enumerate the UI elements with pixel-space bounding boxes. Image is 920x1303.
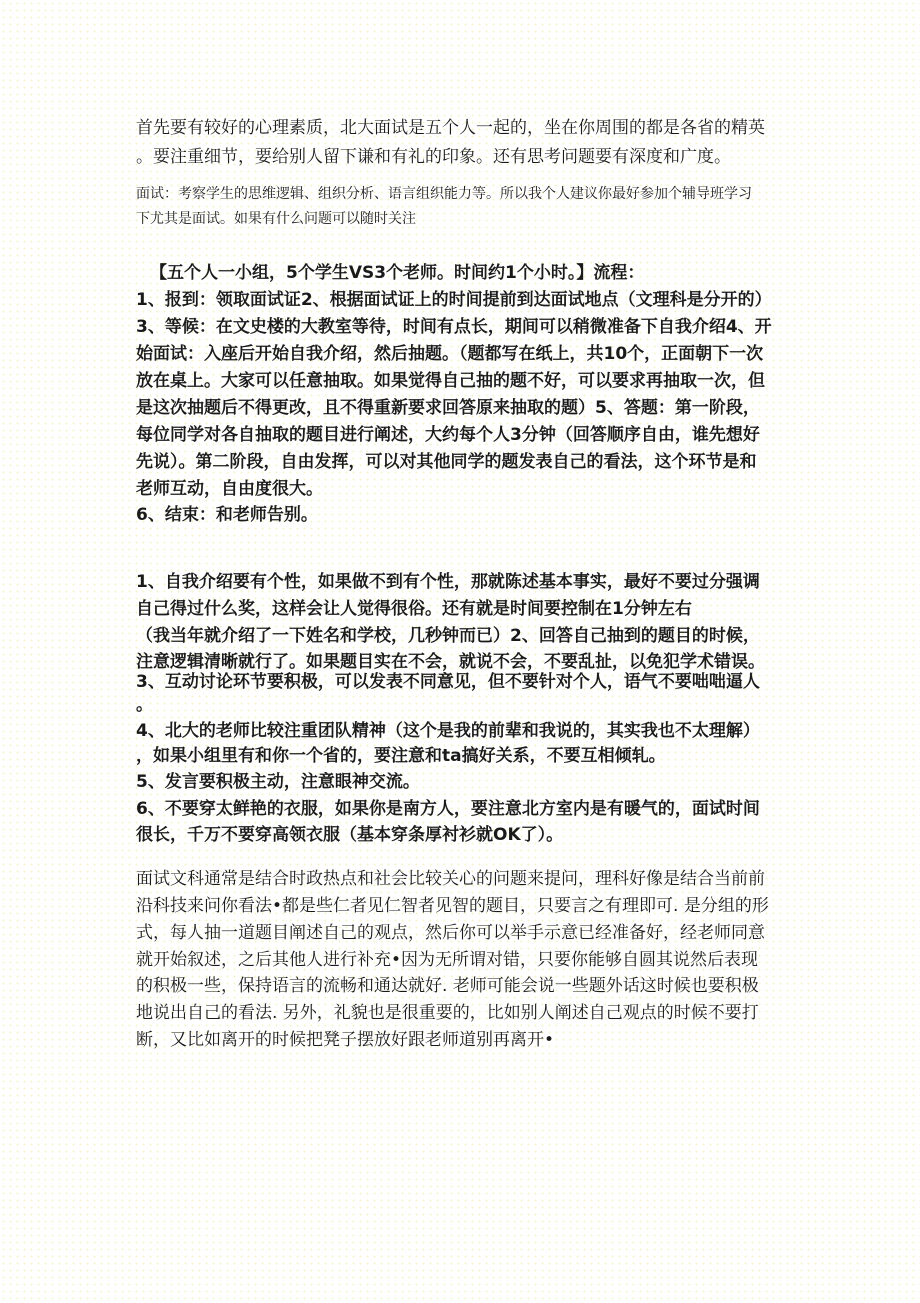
- text-line: 式，每人抽一道题目阐述自己的观点，然后你可以举手示意已经准备好，经老师同意: [136, 923, 765, 943]
- text-line: ，如果小组里有和你一个省的，要注意和ta搞好关系，不要互相倾轧。: [136, 746, 666, 766]
- text-line: 。: [136, 695, 153, 715]
- text-line: 断，又比如离开的时候把凳子摆放好跟老师道别再离开•: [136, 1030, 555, 1050]
- text-line: 面试文科通常是结合时政热点和社会比较关心的问题来提问，理科好像是结合当前前: [136, 869, 765, 889]
- text-line: 始面试：入座后开始自我介绍，然后抽题。（题都写在纸上，共10个，正面朝下一次: [136, 344, 764, 364]
- text-line: 自己得过什么奖，这样会让人觉得很俗。还有就是时间要控制在1分钟左右: [136, 599, 692, 619]
- text-line: 面试：考察学生的思维逻辑、组织分析、语言组织能力等。所以我个人建议你最好参加个辅导班学习: [136, 186, 752, 202]
- text-line: 先说）。第二阶段，自由发挥，可以对其他同学的题发表自己的看法，这个环节是和: [136, 452, 757, 472]
- text-line: 5、发言要积极主动，注意眼神交流。: [136, 772, 420, 792]
- text-line: 1、报到：领取面试证2、根据面试证上的时间提前到达面试地点（文理科是分开的）: [136, 290, 772, 310]
- text-line: 是这次抽题后不得更改，且不得重新要求回答原来抽取的题）5、答题：第一阶段，: [136, 398, 760, 418]
- text-line: 。要注重细节，要给别人留下谦和有礼的印象。还有思考问题要有深度和广度。: [136, 147, 731, 167]
- text-line: 6、不要穿太鲜艳的衣服，如果你是南方人，要注意北方室内是有暖气的，面试时间: [136, 799, 760, 819]
- text-line: 很长，千万不要穿高领衣服（基本穿条厚衬衫就OK了）。: [136, 825, 564, 845]
- text-line: 6、结束：和老师告别。: [136, 505, 318, 525]
- text-line: 沿科技来问你看法•都是些仁者见仁智者见智的题目，只要言之有理即可. 是分组的形: [136, 896, 769, 916]
- text-line: 下尤其是面试。如果有什么问题可以随时关注: [136, 211, 416, 227]
- text-line: 放在桌上。大家可以任意抽取。如果觉得自己抽的题不好，可以要求再抽取一次，但: [136, 371, 765, 391]
- text-line: 地说出自己的看法. 另外，礼貌也是很重要的，比如别人阐述自己观点的时候不要打: [136, 1003, 759, 1023]
- text-line: 3、等候：在文史楼的大教室等待，时间有点长，期间可以稍微准备下自我介绍4、开: [136, 317, 772, 337]
- text-line: 每位同学对各自抽取的题目进行阐述，大约每个人3分钟（回答顺序自由，谁先想好: [136, 425, 760, 445]
- text-line: 1、自我介绍要有个性，如果做不到有个性，那就陈述基本事实，最好不要过分强调: [136, 572, 760, 592]
- text-line: 注意逻辑清晰就行了。如果题目实在不会，就说不会，不要乱扯，以免犯学术错误。: [136, 652, 765, 672]
- text-line: 3、互动讨论环节要积极，可以发表不同意见，但不要针对个人，语气不要咄咄逼人: [136, 672, 760, 692]
- text-line: 首先要有较好的心理素质，北大面试是五个人一起的，坐在你周围的都是各省的精英: [136, 118, 765, 138]
- text-line: 就开始叙述，之后其他人进行补充•因为无所谓对错，只要你能够自圆其说然后表现: [136, 950, 759, 970]
- text-line: 老师互动，自由度很大。: [136, 479, 323, 499]
- process-heading: 【五个人一小组，5个学生VS3个老师。时间约1个小时。】流程：: [150, 263, 645, 283]
- text-line: 4、北大的老师比较注重团队精神（这个是我的前辈和我说的，其实我也不太理解）: [136, 721, 760, 741]
- text-line: （我当年就介绍了一下姓名和学校，几秒钟而已）2、回答自己抽到的题目的时候，: [136, 626, 760, 646]
- text-line: 的积极一些，保持语言的流畅和通达就好. 老师可能会说一些题外话这时候也要积极: [136, 976, 759, 996]
